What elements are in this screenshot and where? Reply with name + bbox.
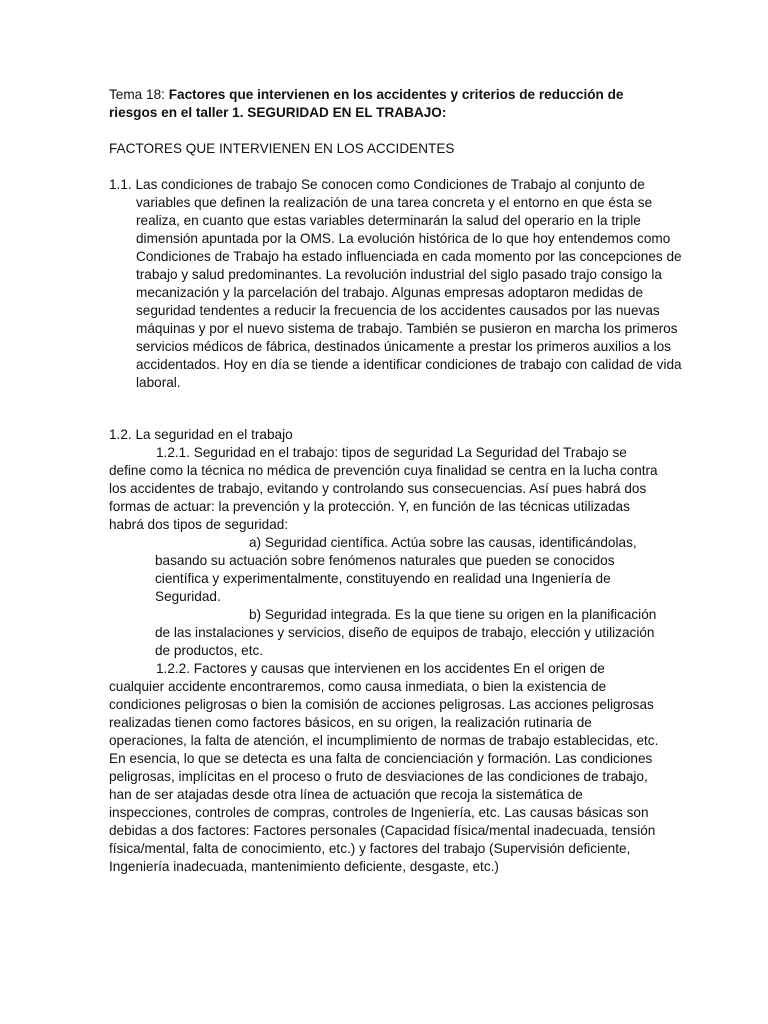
section-heading: FACTORES QUE INTERVIENEN EN LOS ACCIDENTES [109, 141, 455, 156]
paragraph-item-b: b) Seguridad integrada. Es la que tiene su origen en la planificación de las instalaciones y servicios, diseño de equipos de trabajo, elección y utilización de productos, etc. [155, 607, 657, 658]
paragraph-1-2-heading: 1.2. La seguridad en el trabajo [109, 427, 293, 442]
paragraph-item-a: a) Seguridad científica. Actúa sobre las causas, identificándolas, basando su actuación sobre fenómenos naturales que pueden se conocidos científica y experimentalmente, constituyendo en realidad una Ingeniería de Seguridad. [155, 535, 637, 604]
title-prefix: Tema 18: [109, 87, 169, 102]
paragraph-1-2-2: 1.2.2. Factores y causas que intervienen en los accidentes En el origen de cualquier accidente encontraremos, como causa inmediata, o bien la existencia de condiciones peligrosas o bien la comisión de acciones peligrosas. Las acciones peligrosas realizadas tienen como factores básicos, en su origen, la realización rutinaria de operaciones, la falta de atención, el incumplimiento de normas de trabajo establecidas, etc. En esencia, lo que se detecta es una falta de concienciación y formación. Las condiciones peligrosas, implícitas en el proceso o fruto de desviaciones de las condiciones de trabajo, han de ser atajadas desde otra línea de actuación que recoja la sistemática de inspecciones, controles de compras, controles de Ingeniería, etc. Las causas básicas son debidas a dos factores: Factores personales (Capacidad física/mental inadecuada, tensión física/mental, falta de conocimiento, etc.) y factores del trabajo (Supervisión deficiente, Ingeniería inadecuada, mantenimiento deficiente, desgaste, etc.) [109, 661, 659, 874]
title-bold-text: Factores que intervienen en los accidentes y criterios de reducción de riesgos en el taller 1. SEGURIDAD EN EL TRABAJO: [109, 87, 624, 120]
document-title [109, 86, 661, 122]
paragraph-1-1: 1.1. Las condiciones de trabajo Se conocen como Condiciones de Trabajo al conjunto de variables que definen la realización de una tarea concreta y el entorno en que ésta se realiza, en cuanto que estas variables determinarán la salud del operario en la triple dimensión apuntada por la OMS. La evolución histórica de lo que hoy entendemos como Condiciones de Trabajo ha estado influenciada en cada momento por las concepciones de trabajo y salud predominantes. La revolución industrial del siglo pasado trajo consigo la mecanización y la parcelación del trabajo. Algunas empresas adoptaron medidas de seguridad tendentes a reducir la frecuencia de los accidentes causados por las nuevas máquinas y por el nuevo sistema de trabajo. También se pusieron en marcha los primeros servicios médicos de fábrica, destinados únicamente a prestar los primeros auxilios a los accidentados. Hoy en día se tiende a identificar condiciones de trabajo con calidad de vida laboral. [109, 177, 682, 390]
paragraph-1-2-1: 1.2.1. Seguridad en el trabajo: tipos de seguridad La Seguridad del Trabajo se define como la técnica no médica de prevención cuya finalidad se centra en la lucha contra los accidentes de trabajo, evitando y controlando sus consecuencias. Así pues habrá dos formas de actuar: la prevención y la protección. Y, en función de las técnicas utilizadas habrá dos tipos de seguridad: [109, 445, 658, 532]
section-1-2 [109, 426, 661, 876]
